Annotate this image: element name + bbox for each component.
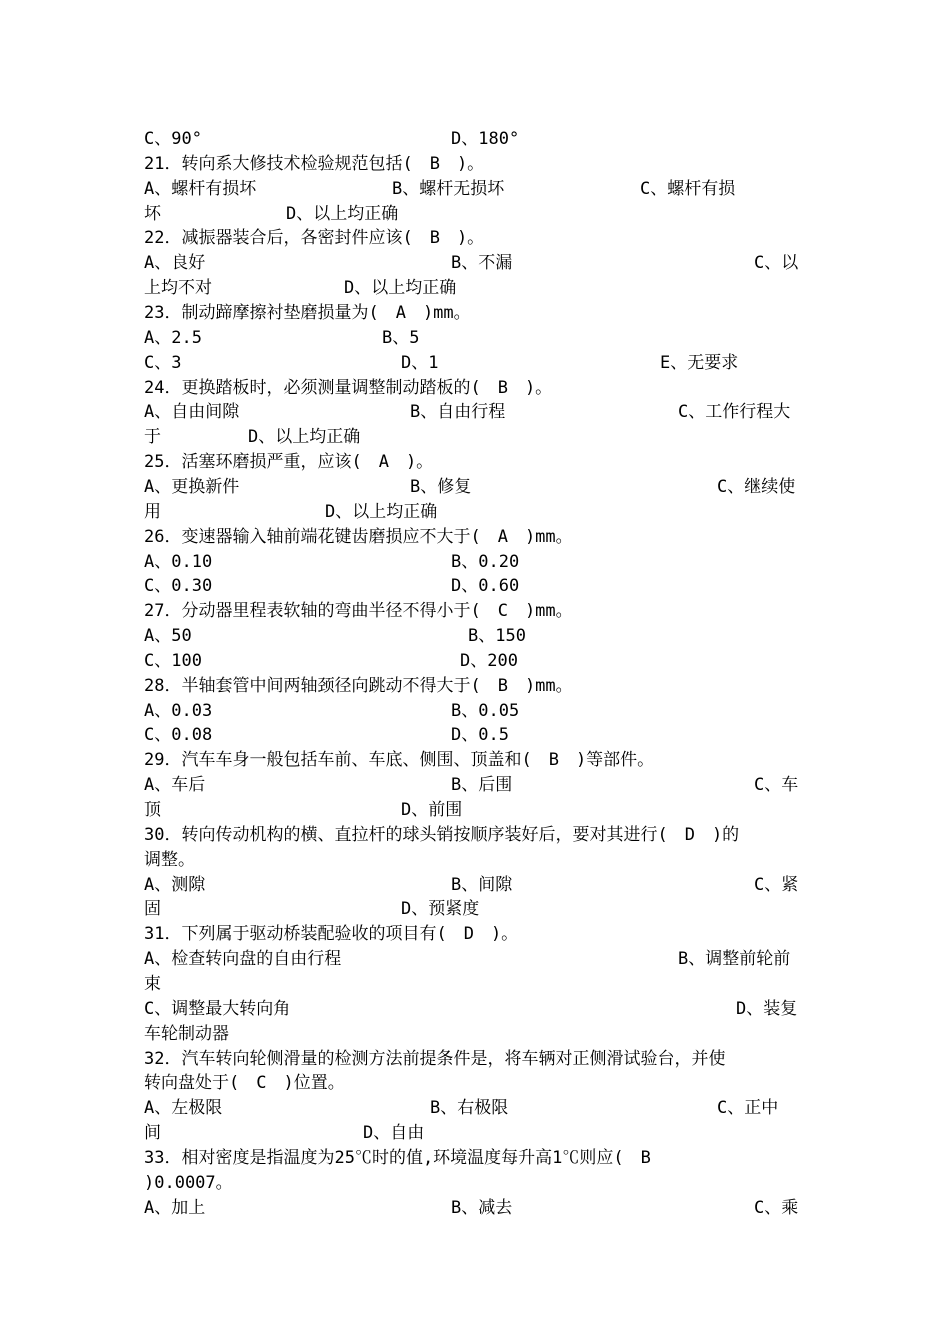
line-text: A、2.5: [144, 327, 202, 348]
option-text: C、乘: [754, 1197, 799, 1218]
text-line: [144, 873, 814, 897]
option-text: B、5: [382, 327, 420, 348]
line-text: 31．下列属于驱动桥装配验收的项目有( D )。: [144, 924, 519, 945]
option-text: B、间隙: [451, 874, 513, 895]
text-line: [144, 475, 814, 499]
line-text: A、车后: [144, 775, 206, 796]
line-text: C、0.30: [144, 576, 213, 597]
line-text: A、0.10: [144, 551, 213, 572]
text-line: [144, 500, 814, 524]
text-line: [144, 525, 814, 549]
text-line: [144, 723, 814, 747]
text-line: [144, 599, 814, 623]
line-text: A、左极限: [144, 1098, 223, 1119]
text-line: [144, 922, 814, 946]
option-text: B、减去: [451, 1197, 513, 1218]
text-line: [144, 127, 814, 151]
text-line: [144, 351, 814, 375]
text-line: [144, 1171, 814, 1195]
line-text: 转向盘处于( C )位置。: [144, 1073, 345, 1094]
option-text: C、正中: [717, 1098, 779, 1119]
text-line: [144, 823, 814, 847]
line-text: A、加上: [144, 1197, 206, 1218]
text-line: [144, 177, 814, 201]
option-text: B、螺杆无损坏: [392, 178, 505, 199]
line-text: 28．半轴套管中间两轴颈径向跳动不得大于( B )mm。: [144, 675, 573, 696]
option-text: D、以上均正确: [248, 427, 361, 448]
line-text: 于: [144, 427, 161, 448]
text-line: [144, 1047, 814, 1071]
text-line: [144, 1196, 814, 1220]
line-text: 25．活塞环磨损严重，应该( A )。: [144, 452, 434, 473]
line-text: 29．汽车车身一般包括车前、车底、侧围、顶盖和( B )等部件。: [144, 750, 655, 771]
option-text: B、后围: [451, 775, 513, 796]
line-text: C、100: [144, 650, 202, 671]
line-text: C、90°: [144, 129, 202, 149]
text-line: [144, 674, 814, 698]
text-line: [144, 997, 814, 1021]
option-text: B、0.05: [451, 700, 520, 721]
line-text: 30．转向传动机构的横、直拉杆的球头销按顺序装好后，要对其进行( D )的: [144, 824, 740, 845]
text-line: [144, 798, 814, 822]
text-line: [144, 202, 814, 226]
text-line: [144, 699, 814, 723]
line-text: 坏: [144, 203, 161, 224]
line-text: 24．更换踏板时，必须测量调整制动踏板的( B )。: [144, 377, 553, 398]
line-text: )0.0007。: [144, 1172, 233, 1193]
text-line: [144, 400, 814, 424]
text-line: [144, 326, 814, 350]
option-text: E、无要求: [660, 352, 739, 373]
text-line: [144, 276, 814, 300]
line-text: 32．汽车转向轮侧滑量的检测方法前提条件是，将车辆对正侧滑试验台，并使: [144, 1048, 726, 1069]
option-text: D、以上均正确: [344, 278, 457, 299]
option-text: C、继续使: [717, 476, 796, 497]
line-text: 上均不对: [144, 278, 212, 299]
line-text: A、检查转向盘的自由行程: [144, 949, 342, 970]
option-text: D、180°: [451, 129, 520, 149]
line-text: 调整。: [144, 849, 195, 870]
option-text: C、工作行程大: [678, 402, 791, 423]
line-text: C、调整最大转向角: [144, 998, 291, 1019]
text-line: [144, 897, 814, 921]
line-text: C、3: [144, 352, 182, 373]
option-text: D、1: [401, 352, 439, 373]
option-text: D、0.60: [451, 576, 520, 597]
text-line: [144, 425, 814, 449]
option-text: C、车: [754, 775, 799, 796]
option-text: B、150: [468, 626, 526, 646]
text-line: [144, 748, 814, 772]
option-text: D、装复: [736, 998, 798, 1019]
line-text: A、更换新件: [144, 476, 240, 497]
line-text: 车轮制动器: [144, 1023, 229, 1044]
option-text: B、不漏: [451, 253, 513, 274]
option-text: C、以: [754, 253, 799, 274]
option-text: C、螺杆有损: [640, 178, 736, 199]
option-text: B、0.20: [451, 551, 520, 572]
text-line: [144, 1071, 814, 1095]
line-text: A、螺杆有损坏: [144, 178, 257, 199]
text-line: [144, 550, 814, 574]
line-text: A、良好: [144, 253, 206, 274]
line-text: A、自由间隙: [144, 402, 240, 423]
option-text: D、0.5: [451, 725, 509, 746]
text-line: [144, 226, 814, 250]
line-text: 27．分动器里程表软轴的弯曲半径不得小于( C )mm。: [144, 601, 573, 622]
option-text: B、调整前轮前: [678, 949, 791, 970]
line-text: 用: [144, 501, 161, 522]
text-line: [144, 947, 814, 971]
option-text: D、预紧度: [401, 899, 480, 920]
line-text: 顶: [144, 800, 161, 820]
line-text: A、测隙: [144, 874, 206, 895]
line-text: 33．相对密度是指温度为25℃时的值,环境温度每升高1℃则应( B: [144, 1147, 651, 1168]
line-text: C、0.08: [144, 725, 213, 746]
text-line: [144, 376, 814, 400]
text-line: [144, 972, 814, 996]
text-line: [144, 649, 814, 673]
text-line: [144, 1146, 814, 1170]
text-line: [144, 301, 814, 325]
option-text: D、200: [460, 650, 518, 671]
text-line: [144, 450, 814, 474]
line-text: 22．减振器装合后，各密封件应该( B )。: [144, 228, 485, 249]
line-text: 间: [144, 1123, 161, 1143]
line-text: A、0.03: [144, 700, 213, 721]
text-line: [144, 1121, 814, 1145]
line-text: 固: [144, 899, 161, 920]
option-text: C、紧: [754, 874, 799, 895]
text-line: [144, 773, 814, 797]
option-text: D、前围: [401, 800, 463, 820]
option-text: B、右极限: [430, 1098, 509, 1119]
text-line: [144, 624, 814, 648]
text-line: [144, 574, 814, 598]
text-line: [144, 152, 814, 176]
option-text: B、自由行程: [410, 402, 506, 423]
line-text: 23．制动蹄摩擦衬垫磨损量为( A )mm。: [144, 303, 471, 323]
line-text: 21．转向系大修技术检验规范包括( B )。: [144, 153, 485, 174]
option-text: B、修复: [410, 476, 472, 497]
line-text: A、50: [144, 626, 192, 646]
text-line: [144, 848, 814, 872]
option-text: D、以上均正确: [325, 501, 438, 522]
line-text: 26．变速器输入轴前端花键齿磨损应不大于( A )mm。: [144, 526, 573, 547]
text-line: [144, 251, 814, 275]
option-text: D、以上均正确: [286, 203, 399, 224]
option-text: D、自由: [363, 1123, 425, 1143]
text-line: [144, 1096, 814, 1120]
text-line: [144, 1022, 814, 1046]
line-text: 束: [144, 973, 161, 994]
